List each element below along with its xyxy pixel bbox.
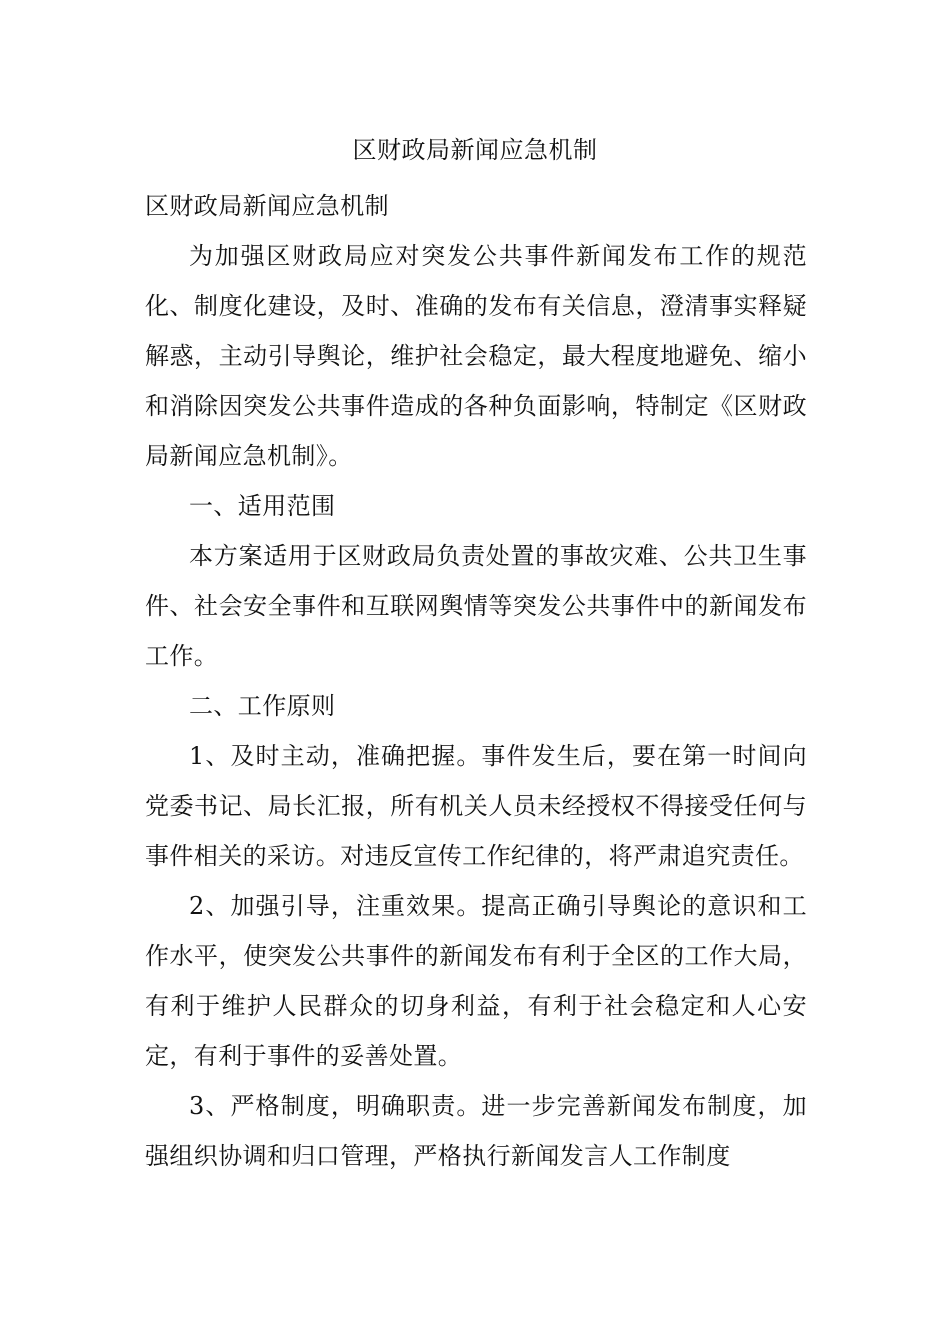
- scope-paragraph: 本方案适用于区财政局负责处置的事故灾难、公共卫生事件、社会安全事件和互联网舆情等突发公共事件中的新闻发布工作。: [145, 542, 807, 670]
- principle-3-paragraph: 3、严格制度，明确职责。进一步完善新闻发布制度，加强组织协调和归口管理，严格执行新闻发言人工作制度: [145, 1092, 807, 1170]
- intro-paragraph: 为加强区财政局应对突发公共事件新闻发布工作的规范化、制度化建设，及时、准确的发布有关信息，澄清事实释疑解惑，主动引导舆论，维护社会稳定，最大程度地避免、缩小和消除因突发公共事件造成的各种负面影响，特制定《区财政局新闻应急机制》。: [145, 242, 807, 470]
- principle-1-paragraph: 1、及时主动，准确把握。事件发生后，要在第一时间向党委书记、局长汇报，所有机关人员未经授权不得接受任何与事件相关的采访。对违反宣传工作纪律的，将严肃追究责任。: [145, 742, 807, 870]
- document-title: 区财政局新闻应急机制: [352, 136, 598, 164]
- principle-2-paragraph: 2、加强引导，注重效果。提高正确引导舆论的意识和工作水平，使突发公共事件的新闻发布有利于全区的工作大局，有利于维护人民群众的切身利益，有利于社会稳定和人心安定，有利于事件的妥善处置。: [145, 892, 807, 1070]
- document-body: [145, 181, 807, 1181]
- section-heading-scope: 一、适用范围: [189, 492, 336, 520]
- document-subtitle: 区财政局新闻应急机制: [145, 192, 389, 220]
- section-heading-principles: 二、工作原则: [189, 692, 336, 720]
